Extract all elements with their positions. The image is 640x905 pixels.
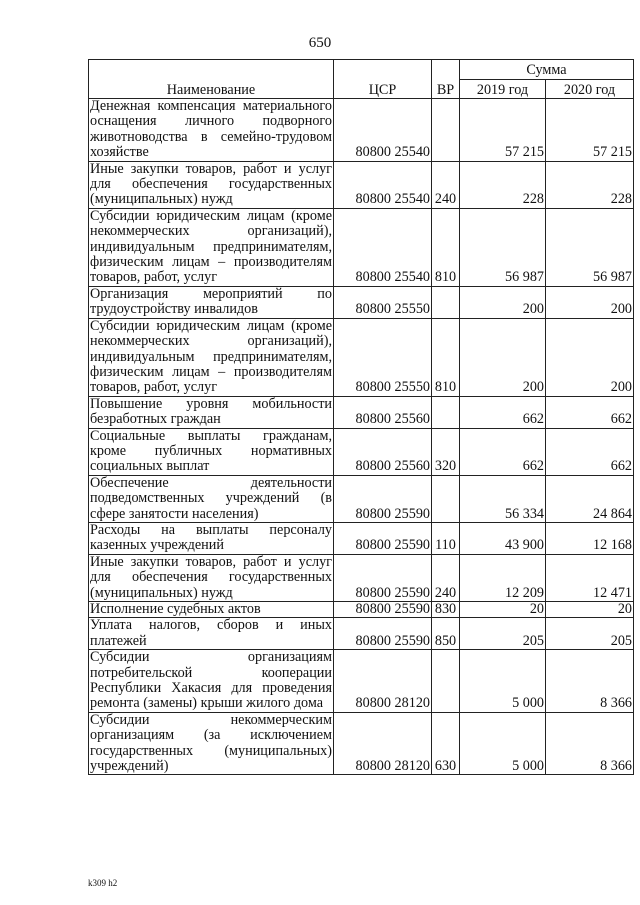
header-year-2019: 2019 год (460, 79, 546, 99)
row-vr (432, 286, 460, 318)
table-row (89, 650, 634, 713)
row-sum-2019: 205 (460, 618, 546, 650)
row-vr: 630 (432, 712, 460, 775)
row-name: Субсидии организациям потребительской кооперации Республики Хакасия для проведения ремонта (замены) крыши жилого дома (90, 649, 332, 712)
row-sum-2020: 200 (546, 286, 634, 318)
table-header (89, 60, 634, 99)
footer-code: k309 h2 (88, 878, 118, 888)
row-sum-2019: 43 900 (460, 522, 546, 554)
table-row (89, 618, 634, 650)
row-sum-2019: 200 (460, 318, 546, 396)
row-sum-2019: 56 334 (460, 475, 546, 522)
table-row (89, 318, 634, 396)
row-csr: 80800 25540 (334, 99, 432, 162)
row-vr: 810 (432, 208, 460, 286)
row-sum-2020: 12 168 (546, 522, 634, 554)
row-sum-2020: 205 (546, 618, 634, 650)
row-sum-2020: 24 864 (546, 475, 634, 522)
row-sum-2020: 8 366 (546, 712, 634, 775)
row-csr: 80800 25560 (334, 428, 432, 475)
row-name: Социальные выплаты гражданам, кроме публичных нормативных социальных выплат (90, 427, 332, 475)
row-sum-2019: 56 987 (460, 208, 546, 286)
row-name: Уплата налогов, сборов и иных платежей (90, 617, 332, 649)
row-csr: 80800 25590 (334, 522, 432, 554)
row-csr: 80800 25550 (334, 318, 432, 396)
row-name: Иные закупки товаров, работ и услуг для обеспечения государственных (муниципальных) нужд (90, 160, 332, 208)
table-row (89, 428, 634, 475)
row-sum-2019: 20 (460, 602, 546, 618)
table-row (89, 286, 634, 318)
row-sum-2020: 20 (546, 602, 634, 618)
row-csr: 80800 25590 (334, 475, 432, 522)
row-sum-2019: 5 000 (460, 712, 546, 775)
row-csr: 80800 25540 (334, 161, 432, 208)
row-sum-2019: 5 000 (460, 650, 546, 713)
row-vr (432, 396, 460, 428)
header-csr: ЦСР (334, 60, 432, 99)
row-name: Расходы на выплаты персоналу казенных учреждений (90, 521, 332, 554)
table-row (89, 99, 634, 162)
row-vr (432, 650, 460, 713)
row-csr: 80800 28120 (334, 712, 432, 775)
row-csr: 80800 25590 (334, 602, 432, 618)
row-vr: 810 (432, 318, 460, 396)
row-vr (432, 475, 460, 522)
row-sum-2019: 662 (460, 428, 546, 475)
row-sum-2019: 662 (460, 396, 546, 428)
row-csr: 80800 25550 (334, 286, 432, 318)
row-name: Денежная компенсация материального оснащения личного подворного животноводства в семейно-трудовом хозяйстве (90, 98, 332, 161)
row-sum-2020: 12 471 (546, 554, 634, 601)
row-sum-2020: 57 215 (546, 99, 634, 162)
row-csr: 80800 28120 (334, 650, 432, 713)
row-vr: 240 (432, 554, 460, 601)
row-name: Иные закупки товаров, работ и услуг для обеспечения государственных (муниципальных) нужд (90, 553, 332, 601)
row-sum-2020: 56 987 (546, 208, 634, 286)
table-body (89, 99, 634, 775)
table-row (89, 522, 634, 554)
table-row (89, 161, 634, 208)
header-sum: Сумма (460, 60, 634, 80)
header-vr: ВР (432, 60, 460, 99)
row-vr: 240 (432, 161, 460, 208)
table-row (89, 208, 634, 286)
row-name: Организация мероприятий по трудоустройству инвалидов (90, 285, 332, 318)
row-sum-2019: 200 (460, 286, 546, 318)
row-sum-2020: 200 (546, 318, 634, 396)
row-sum-2019: 228 (460, 161, 546, 208)
table-row (89, 396, 634, 428)
row-csr: 80800 25590 (334, 554, 432, 601)
table-row (89, 602, 634, 618)
row-name: Субсидии некоммерческим организациям (за исключением государственных (муниципальных) учреждений) (90, 711, 332, 775)
row-csr: 80800 25540 (334, 208, 432, 286)
header-name: Наименование (89, 60, 334, 99)
row-vr: 830 (432, 602, 460, 618)
row-name: Повышение уровня мобильности безработных граждан (90, 395, 332, 428)
row-sum-2020: 662 (546, 428, 634, 475)
row-name: Субсидии юридическим лицам (кроме некоммерческих организаций), индивидуальным предпринимателям, физическим лицам – производителям товаров, работ, услуг (90, 207, 332, 286)
row-name: Субсидии юридическим лицам (кроме некоммерческих организаций), индивидуальным предпринимателям, физическим лицам – производителям товаров, работ, услуг (90, 317, 332, 396)
row-vr: 850 (432, 618, 460, 650)
row-csr: 80800 25590 (334, 618, 432, 650)
row-vr: 110 (432, 522, 460, 554)
header-year-2020: 2020 год (546, 79, 634, 99)
row-sum-2020: 8 366 (546, 650, 634, 713)
table-row (89, 712, 634, 775)
row-sum-2019: 57 215 (460, 99, 546, 162)
table-row (89, 475, 634, 522)
row-name: Исполнение судебных актов (89, 602, 334, 618)
row-name: Обеспечение деятельности подведомственных учреждений (в сфере занятости населения) (90, 474, 332, 522)
page-number: 650 (308, 35, 332, 51)
row-sum-2019: 12 209 (460, 554, 546, 601)
row-sum-2020: 662 (546, 396, 634, 428)
row-vr: 320 (432, 428, 460, 475)
table-row (89, 554, 634, 601)
row-vr (432, 99, 460, 162)
row-csr: 80800 25560 (334, 396, 432, 428)
row-sum-2020: 228 (546, 161, 634, 208)
budget-table (88, 59, 634, 775)
